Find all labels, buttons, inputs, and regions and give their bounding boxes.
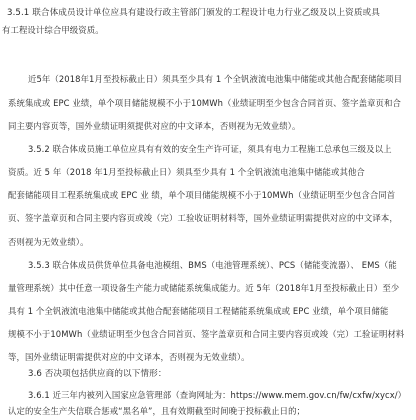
- clause-3-6-1-line-1: 3.6.1 近三年内被列入国家应急管理部（查询网址为：https://www.mem.gov.cn/fw/cxfw/xycx/）: [28, 390, 407, 400]
- clause-3-5-2-line-2: 资质。近 5 年（2018 年1月至投标截止日）须具至少具有 1 个全钒液流电池集中储能或其他合: [8, 167, 365, 177]
- paragraph-1-line-2: 系统集成或 EPC 业绩，单个项目储能规模不小于10MWh（业绩证明至少包含合同首页、签字盖章页和合: [8, 98, 401, 108]
- clause-3-5-1-line-2: 有工程设计综合甲级资质。: [2, 25, 104, 35]
- clause-3-5-3-line-1: 3.5.3 联合体成员供货单位具备电池模组、BMS（电池管理系统）、PCS（储能变流器）、 EMS（能: [28, 260, 397, 270]
- clause-3-5-3-line-4: 规模不小于10MWh（业绩证明至少包含合同首页、签字盖章页和合同主要内容页或竣（完）工验证明材料: [8, 329, 405, 339]
- paragraph-1-line-1: 近5年（2018年1月至投标截止日）须具至少具有 1 个全钒液流电池集中储能或其他合配套储能项目: [28, 74, 403, 84]
- clause-3-5-2-line-1: 3.5.2 联合体成员施工单位应具有有效的安全生产许可证，须具有电力工程施工总承包三级及以上: [28, 144, 392, 154]
- clause-3-5-3-line-5: 等，国外业绩证明需提供对应的中文译本，否则视为无效业绩）。: [8, 352, 250, 362]
- paragraph-1-line-3: 同主要内容页等，国外业绩证明须提供对应的中文译本，否则视为无效业绩）。: [8, 121, 301, 131]
- clause-3-6-1-line-2: 认定的安全生产失信联合惩戒“黑名单”，且有效期截至时间晚于投标截止日的；: [8, 406, 306, 416]
- clause-3-5-2-line-5: 否则视为无效业绩）。: [8, 237, 89, 247]
- clause-3-5-2-line-4: 页、签字盖章页和合同主要内容页或竣（完）工验收证明材料等，国外业绩证明需提供对应的中文译本，: [8, 213, 398, 223]
- clause-3-5-2-line-3: 配套储能项目工程系统集成或 EPC 业 绩，单个项目储能规模不小于10MWh（业绩证明至少包含合同首: [8, 190, 396, 200]
- section-3-6-heading: 3.6 否决项包括供应商的以下情形：: [28, 369, 167, 379]
- clause-3-5-1-line-1: 3.5.1 联合体成员设计单位应具有建设行政主管部门颁发的工程设计电力行业乙级及以上资质或具: [7, 8, 380, 18]
- clause-3-5-3-line-3: 具有 1 个全钒液流电池集中储能或其他合配套储能项目工程储能系统集成或 EPC 业绩，单个项目储能: [8, 306, 389, 316]
- clause-3-5-3-line-2: 量管理系统）其中任意一项设备生产能力或储能系统集成能力。近 5年（2018年1月至投标截止日）至少: [8, 283, 400, 293]
